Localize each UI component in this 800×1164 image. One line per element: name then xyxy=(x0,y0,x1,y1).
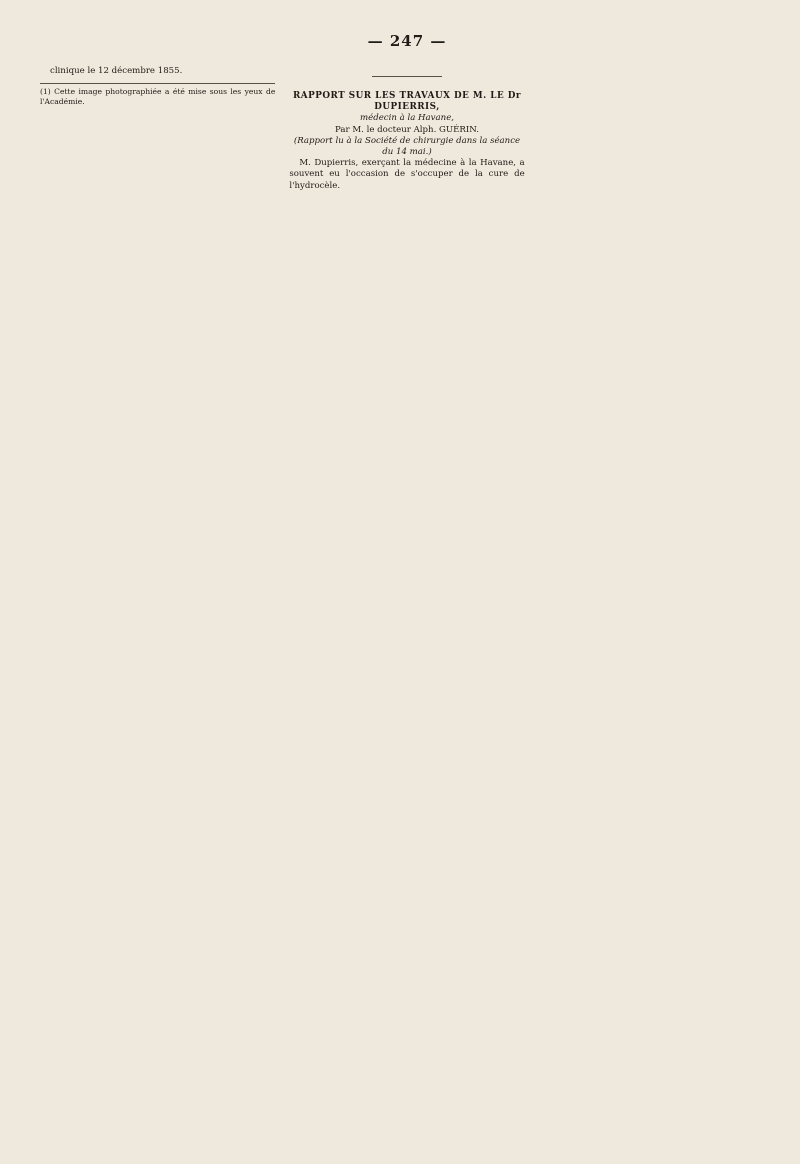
section-author: Par M. le docteur Alph. GUÉRIN. xyxy=(334,124,479,135)
section-separator xyxy=(372,76,442,77)
page-number: — 247 — xyxy=(367,32,447,50)
section-heading: RAPPORT SUR LES TRAVAUX DE M. LE Dr DUPIERRIS, xyxy=(292,91,522,113)
column-right xyxy=(539,66,774,1156)
column-left xyxy=(40,66,275,1156)
footnote-rule xyxy=(40,83,275,84)
section-subtitle: médecin à la Havane, xyxy=(359,113,455,124)
text-columns xyxy=(40,66,774,1156)
column-middle xyxy=(289,66,524,1156)
footnote: (1) Cette image photographiée a été mise sous les yeux de l'Académie. xyxy=(40,87,276,107)
paragraph: clinique le 12 décembre 1855. xyxy=(50,66,183,76)
paragraph: M. Dupierris, exerçant la médecine à la Havane, a souvent eu l'occasion de s'occuper de la cure de l'hydrocèle. xyxy=(289,158,525,191)
section-note: (Rapport lu à la Société de chirurgie dans la séance du 14 mai.) xyxy=(293,135,521,158)
